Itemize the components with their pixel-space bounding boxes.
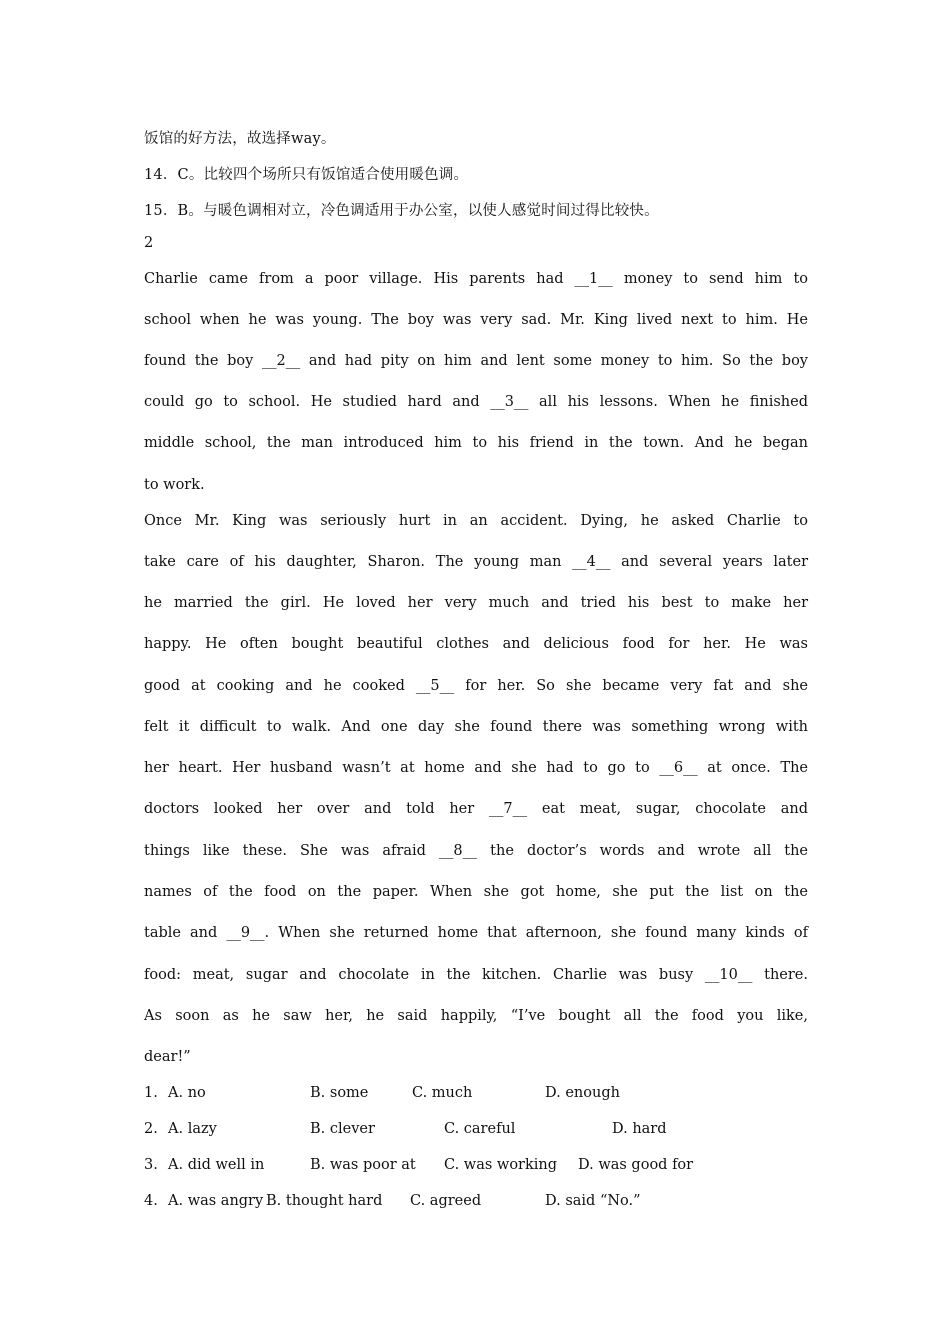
option-a: A. lazy xyxy=(168,1121,217,1137)
passage-line: to work. xyxy=(144,477,205,493)
passage-line: food: meat, sugar and chocolate in the kitchen. Charlie was busy __10__ there. xyxy=(144,967,808,983)
option-b: B. some xyxy=(310,1085,369,1101)
question-number: 3. xyxy=(144,1157,158,1173)
option-a: A. no xyxy=(168,1085,206,1101)
passage-line: middle school, the man introduced him to his friend in the town. And he began xyxy=(144,435,808,451)
passage-line: school when he was young. The boy was very sad. Mr. King lived next to him. He xyxy=(144,312,808,328)
passage-line: found the boy __2__ and had pity on him and lent some money to him. So the boy xyxy=(144,353,808,369)
passage-line: felt it difficult to walk. And one day she found there was something wrong with xyxy=(144,719,808,735)
option-b: B. thought hard xyxy=(266,1193,383,1209)
passage-line: things like these. She was afraid __8__ the doctor’s words and wrote all the xyxy=(144,843,808,859)
passage-line: table and __9__. When she returned home that afternoon, she found many kinds of xyxy=(144,925,808,941)
option-c: C. careful xyxy=(444,1121,516,1137)
question-number: 4. xyxy=(144,1193,158,1209)
passage-line: names of the food on the paper. When she got home, she put the list on the xyxy=(144,884,808,900)
section-number: 2 xyxy=(144,235,154,251)
passage-line: dear!” xyxy=(144,1049,191,1065)
passage-line: As soon as he saw her, he said happily, “I’ve bought all the food you like, xyxy=(144,1008,808,1024)
passage-line: her heart. Her husband wasn’t at home and she had to go to __6__ at once. The xyxy=(144,760,808,776)
passage-line: Once Mr. King was seriously hurt in an accident. Dying, he asked Charlie to xyxy=(144,513,808,529)
passage-line: doctors looked her over and told her __7__ eat meat, sugar, chocolate and xyxy=(144,801,808,817)
answer-continuation: 饭馆的好方法，故选择way。 xyxy=(144,131,336,147)
passage-line: Charlie came from a poor village. His parents had __1__ money to send him to xyxy=(144,271,808,287)
answer-15: 15．B。与暖色调相对立，冷色调适用于办公室，以使人感觉时间过得比较快。 xyxy=(144,203,659,219)
option-c: C. was working xyxy=(444,1157,558,1173)
passage-line: he married the girl. He loved her very much and tried his best to make her xyxy=(144,595,808,611)
option-b: B. was poor at xyxy=(310,1157,416,1173)
option-c: C. much xyxy=(412,1085,473,1101)
passage-line: could go to school. He studied hard and __3__ all his lessons. When he finished xyxy=(144,394,808,410)
question-number: 1. xyxy=(144,1085,158,1101)
passage-line: take care of his daughter, Sharon. The young man __4__ and several years later xyxy=(144,554,808,570)
passage-line: happy. He often bought beautiful clothes and delicious food for her. He was xyxy=(144,636,808,652)
option-d: D. hard xyxy=(612,1121,667,1137)
option-a: A. did well in xyxy=(168,1157,265,1173)
option-d: D. said “No.” xyxy=(545,1193,641,1209)
option-d: D. was good for xyxy=(578,1157,694,1173)
option-a: A. was angry xyxy=(168,1193,264,1209)
answer-14: 14．C。比较四个场所只有饭馆适合使用暖色调。 xyxy=(144,167,469,183)
passage-line: good at cooking and he cooked __5__ for her. So she became very fat and she xyxy=(144,678,808,694)
option-c: C. agreed xyxy=(410,1193,482,1209)
option-b: B. clever xyxy=(310,1121,375,1137)
question-number: 2. xyxy=(144,1121,158,1137)
option-d: D. enough xyxy=(545,1085,620,1101)
